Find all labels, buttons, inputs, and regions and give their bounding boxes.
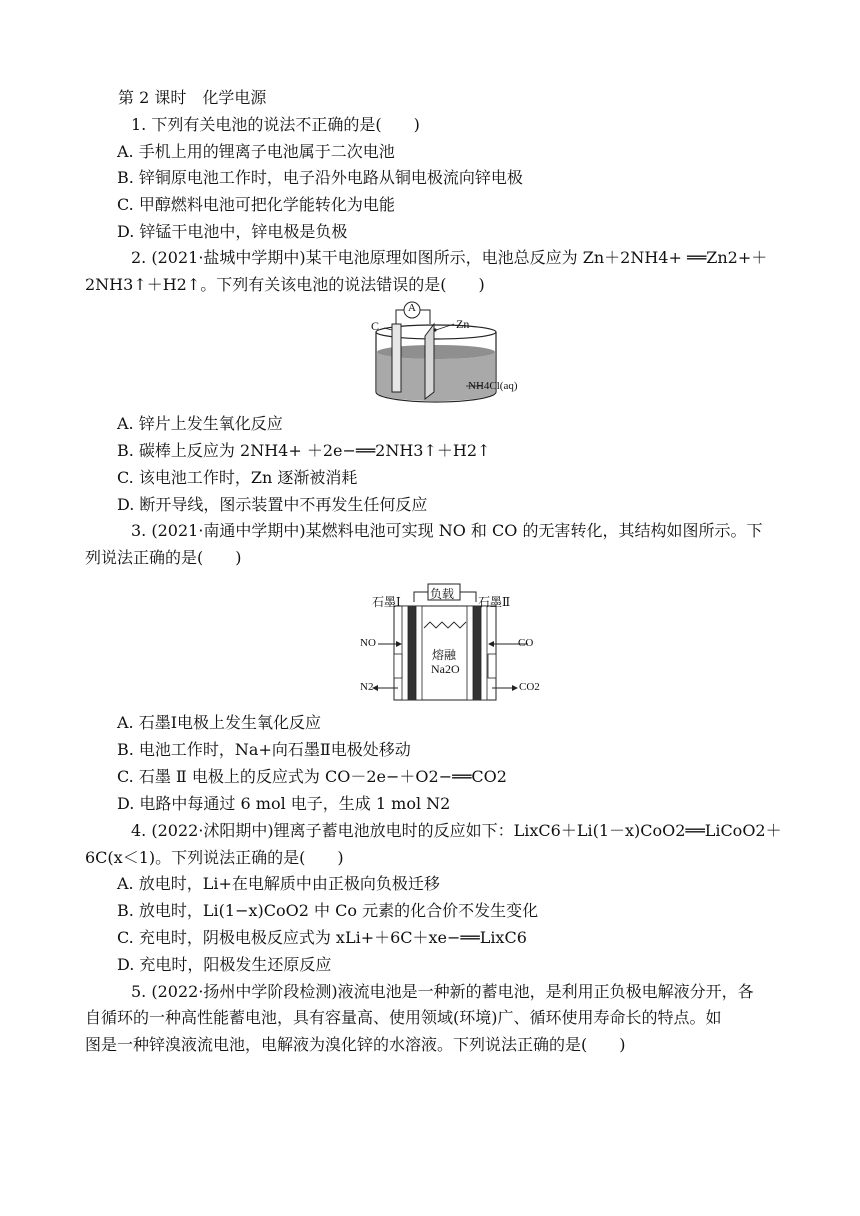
graphite-ii-label: 石墨Ⅱ — [478, 595, 511, 609]
no-in-label: NO — [360, 637, 376, 649]
q3-option-b: B. 电池工作时，Na+向石墨Ⅱ电极处移动 — [117, 740, 411, 759]
q1-option-d: D. 锌锰干电池中，锌电极是负极 — [117, 222, 348, 241]
q2-option-a: A. 锌片上发生氧化反应 — [117, 414, 283, 433]
load-label: 负载 — [430, 587, 455, 601]
q4-option-c: C. 充电时，阴极电极反应式为 xLi+＋6C＋xe−══LixC6 — [117, 928, 527, 947]
q4-stem-line1: 4. (2022·沭阳期中)锂离子蓄电池放电时的反应如下：LixC6＋Li(1－x)CoO2══LiCoO2＋ — [131, 821, 782, 840]
n2-out-label: N2 — [360, 681, 374, 693]
q5-stem-line3: 图是一种锌溴液流电池，电解液为溴化锌的水溶液。下列说法正确的是( ) — [85, 1035, 626, 1054]
page-title: 第 2 课时 化学电源 — [118, 88, 267, 107]
q4-stem-line2: 6C(x＜1)。下列说法正确的是( ) — [85, 848, 344, 867]
solution-label: NH4Cl(aq) — [468, 380, 518, 392]
q1-option-c: C. 甲醇燃料电池可把化学能转化为电能 — [117, 195, 395, 214]
q2-option-c: C. 该电池工作时，Zn 逐渐被消耗 — [117, 468, 358, 487]
electrolyte-label-1: 熔融 — [432, 648, 457, 662]
q3-stem-line1: 3. (2021·南通中学期中)某燃料电池可实现 NO 和 CO 的无害转化，其结构如图所示。下 — [131, 521, 763, 540]
co-in-label: CO — [518, 637, 534, 649]
q2-dry-cell-figure — [362, 300, 532, 412]
q1-option-b: B. 锌铜原电池工作时，电子沿外电路从铜电极流向锌电极 — [117, 168, 523, 187]
graphite-i-label: 石墨Ⅰ — [372, 595, 401, 609]
q3-option-d: D. 电路中每通过 6 mol 电子，生成 1 mol N2 — [117, 794, 451, 813]
q1-option-a: A. 手机上用的锂离子电池属于二次电池 — [117, 142, 395, 161]
co2-out-label: CO2 — [519, 681, 540, 693]
q4-option-a: A. 放电时，Li+在电解质中由正极向负极迁移 — [117, 874, 440, 893]
q1-stem: 1. 下列有关电池的说法不正确的是( ) — [131, 115, 420, 134]
q4-option-b: B. 放电时，Li(1−x)CoO2 中 Co 元素的化合价不发生变化 — [117, 901, 539, 920]
q2-stem-line2: 2NH3↑＋H2↑。下列有关该电池的说法错误的是( ) — [85, 275, 485, 294]
q5-stem-line2: 自循环的一种高性能蓄电池，具有容量高、使用领域(环境)广、循环使用寿命长的特点。如 — [85, 1008, 722, 1027]
q3-option-c: C. 石墨 Ⅱ 电极上的反应式为 CO－2e−＋O2−══CO2 — [117, 767, 507, 786]
q2-option-d: D. 断开导线，图示装置中不再发生任何反应 — [117, 495, 428, 514]
q3-stem-line2: 列说法正确的是( ) — [85, 548, 242, 567]
q3-fuel-cell-figure — [358, 580, 548, 705]
zinc-electrode-label: Zn — [456, 317, 470, 331]
electrolyte-label-2: Na2O — [431, 662, 460, 676]
q2-stem-line1: 2. (2021·盐城中学期中)某干电池原理如图所示，电池总反应为 Zn＋2NH4+ ══Zn2+＋ — [131, 248, 768, 267]
q4-option-d: D. 充电时，阳极发生还原反应 — [117, 955, 332, 974]
ammeter-label: A — [408, 302, 416, 314]
q5-stem-line1: 5. (2022·扬州中学阶段检测)液流电池是一种新的蓄电池，是利用正负极电解液分开，各 — [131, 982, 754, 1001]
q2-option-b: B. 碳棒上反应为 2NH4+ ＋2e−══2NH3↑＋H2↑ — [117, 441, 491, 460]
q3-option-a: A. 石墨Ⅰ电极上发生氧化反应 — [117, 713, 322, 732]
carbon-electrode-label: C — [371, 319, 380, 333]
